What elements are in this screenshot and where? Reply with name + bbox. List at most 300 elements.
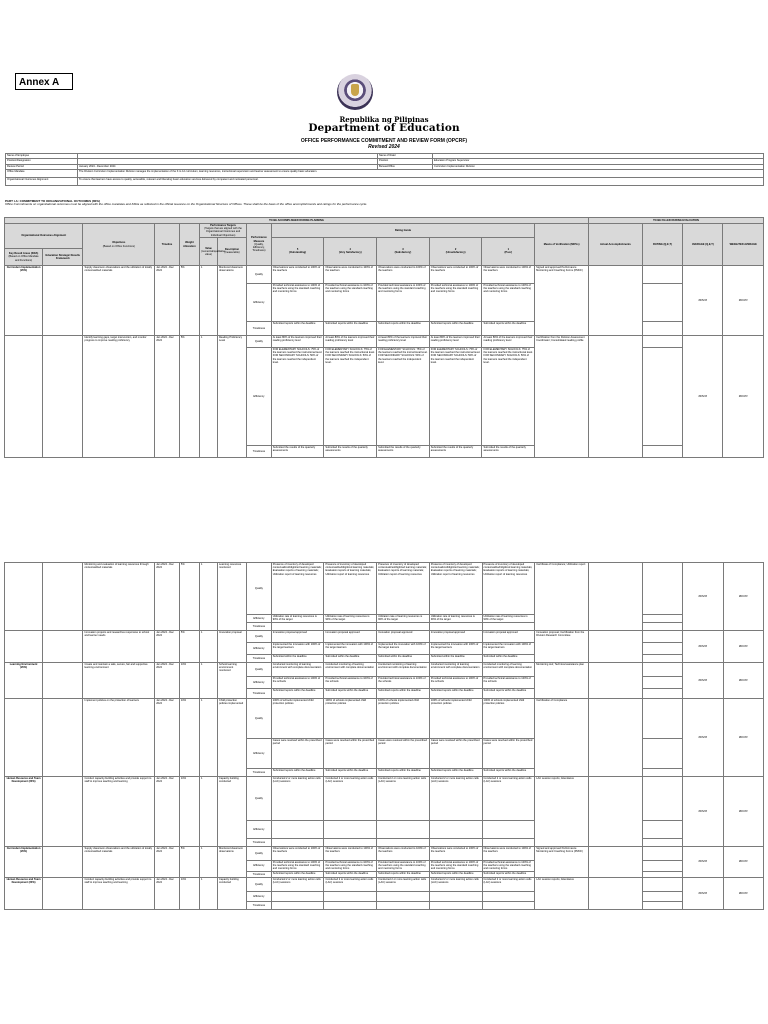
rating-guide-cell[interactable]: At least 80% of the learners improved their reading proficiency level	[324, 336, 377, 348]
rating-guide-cell[interactable]: Submitted reports within the deadline	[271, 871, 324, 877]
rating-cell[interactable]	[642, 839, 682, 847]
rating-guide-cell[interactable]: Presence of inventory of developed contextualized/digitized learning materials; Evaluation reports of learning materials; Utilization report of learning resources	[377, 563, 430, 615]
description-cell[interactable]: Learning resources monitored	[217, 563, 246, 631]
rating-guide-cell[interactable]	[271, 821, 324, 839]
info-label: Office Mandate	[6, 169, 78, 177]
rating-guide-cell[interactable]: Submitted reports within the deadline	[324, 322, 377, 336]
rating-cell[interactable]	[642, 677, 682, 689]
mov-cell[interactable]: LAC session reports; Attendance	[535, 777, 589, 847]
rating-cell[interactable]	[642, 446, 682, 458]
rating-cell[interactable]	[642, 689, 682, 699]
objective-cell[interactable]: Supply classroom observations and the utilization of locally contextualized materials	[83, 847, 155, 878]
rating-guide-cell[interactable]	[482, 901, 535, 909]
rating-guide-cell[interactable]	[377, 821, 430, 839]
rating-guide-cell[interactable]: Observations were conducted to 100% of the teachers	[429, 847, 482, 861]
description-cell[interactable]: Innovation proposal	[217, 631, 246, 663]
measure-header: Performance Measure (Quality, Efficiency, Timeliness)	[247, 224, 272, 266]
rating-guide-cell[interactable]	[377, 839, 430, 847]
rating-guide-cell[interactable]: Conducted 2 or more learning action cells (LAC) sessions	[429, 777, 482, 821]
objective-cell[interactable]: Conduct capacity-building activities and provide support to staff to improve teaching and learning	[83, 777, 155, 847]
rating-guide-cell[interactable]: At least 80% of the learners improved their reading proficiency level	[377, 336, 430, 348]
description-cell[interactable]: Capacity building conducted	[217, 777, 246, 847]
rating-guide-cell[interactable]: Provided technical assistance to 100% of the schools	[324, 677, 377, 689]
value-cell[interactable]: 1	[200, 777, 218, 847]
rating-cell[interactable]	[642, 348, 682, 446]
weight-cell[interactable]: 5%	[179, 266, 199, 336]
value-cell[interactable]: 1	[200, 266, 218, 336]
value-cell[interactable]: 1	[200, 663, 218, 699]
table-row	[5, 336, 764, 348]
rating-guide-cell[interactable]: FOR ELEMENTARY SCHOOLS: 75% of the learners reached the instructional level. FOR SECONDARY SCHOOLS: 50% of the learners reached the independent level.	[271, 348, 324, 446]
rating-guide-cell[interactable]: 100% of schools implemented child protection policies	[482, 699, 535, 739]
mov-header: Means of Verification (MOVs)	[535, 224, 589, 266]
rating-guide-cell[interactable]: Conducted monitoring of learning environment with complete documentation	[482, 663, 535, 677]
part-label: PART I-A: COMMITMENT TO ORGANIZATIONAL OUTCOMES (80%)	[5, 199, 100, 203]
rating-guide-cell[interactable]: Provided technical assistance to 100% of the schools	[271, 677, 324, 689]
rating-guide-cell[interactable]	[271, 891, 324, 901]
info-value[interactable]: The Division Curriculum Implementation Division manages the implementation of the K to 12 curriculum, learning resources, instructional supervision and learner assessment to ensure quality basic education.	[78, 169, 764, 177]
rating-cell[interactable]	[642, 901, 682, 909]
info-value[interactable]: To ensure that learners have access to quality, accessible, relevant and liberating basic education services delivered by competent and motivated personnel.	[78, 177, 764, 185]
opcrf-table-page-2	[4, 562, 764, 910]
table-row	[5, 877, 764, 891]
rating-guide-cell[interactable]: FOR ELEMENTARY SCHOOLS: 75% of the learners reached the instructional level. FOR SECONDARY SCHOOLS: 50% of the learners reached the independent level.	[429, 348, 482, 446]
measure-quality: Quality	[247, 563, 272, 615]
rating-guide-cell[interactable]: Provided technical assistance to 100% of the teachers using the standard coaching and mentoring forms	[324, 284, 377, 322]
measure-quality: Quality	[247, 663, 272, 677]
outcome-cell	[43, 847, 83, 878]
rating-cell[interactable]	[642, 663, 682, 677]
measure-timeliness: Timeliness	[247, 623, 272, 631]
rating-guide-cell[interactable]: Conducted 2 or more learning action cells (LAC) sessions	[482, 877, 535, 891]
info-value[interactable]: Education Program Supervisor	[433, 159, 764, 164]
rating-guide-cell[interactable]: 100% of schools implemented child protection policies	[324, 699, 377, 739]
mov-cell[interactable]: Certificate of Compliance; Utilization report	[535, 563, 589, 631]
rating-cell[interactable]	[642, 615, 682, 623]
rating-guide-cell[interactable]: Submitted the results of the quarterly assessments	[482, 446, 535, 458]
value-cell[interactable]: 1	[200, 877, 218, 909]
evaluation-band: TO BE FILLED DURING EVALUATION	[589, 218, 764, 224]
objective-cell[interactable]: Implement policies on the protection of learners	[83, 699, 155, 777]
rating-guide-cell[interactable]: Conducted monitoring of learning environment with complete documentation	[429, 663, 482, 677]
timeline-cell[interactable]: Jan 2024 - Dec 2024	[155, 777, 180, 847]
rating-guide-cell[interactable]: Observations were conducted to 100% of the teachers	[482, 266, 535, 284]
rating-cell[interactable]	[642, 739, 682, 769]
rating-cell[interactable]	[642, 266, 682, 284]
measure-efficiency: Efficiency	[247, 284, 272, 322]
rating-guide-cell[interactable]: Submitted reports within the deadline	[377, 769, 430, 777]
outcome-cell	[43, 631, 83, 663]
description-cell[interactable]: Reading Proficiency Level	[217, 336, 246, 458]
rating-cell[interactable]	[642, 643, 682, 655]
rating-guide-cell[interactable]: Submitted reports within the deadline	[429, 689, 482, 699]
rating-2-header: 2 (Unsatisfactory)	[429, 237, 482, 265]
rating-guide-cell[interactable]	[324, 839, 377, 847]
weighted-average-cell: #DIV/0!	[723, 699, 763, 777]
timeline-cell[interactable]: Jan 2024 - Dec 2024	[155, 847, 180, 878]
objectives-header: Objectives (Based on Office Functions)	[83, 224, 155, 266]
rating-guide-cell[interactable]: Observations were conducted to 100% of the teachers	[271, 266, 324, 284]
form-title: OFFICE PERFORMANCE COMMITMENT AND REVIEW FORM (OPCRF)	[300, 138, 468, 144]
rating-guide-cell[interactable]: Cases were resolved within the prescribed period	[429, 739, 482, 769]
weight-cell[interactable]: 5%	[179, 847, 199, 878]
info-value[interactable]: Curriculum Implementation Division	[433, 164, 764, 169]
rating-guide-cell[interactable]: Presence of inventory of developed contextualized/digitized learning materials; Evaluation reports of learning materials; Utilization report of learning resources	[429, 563, 482, 615]
rating-cell[interactable]	[642, 861, 682, 872]
rating-cell[interactable]	[642, 699, 682, 739]
actual-cell[interactable]	[589, 777, 643, 847]
weighted-average-cell: #DIV/0!	[723, 663, 763, 699]
rating-guide-cell[interactable]: 100% of schools implemented child protection policies	[377, 699, 430, 739]
alignment-header: Organizational Outcomes Alignment	[5, 224, 83, 249]
kra-cell: Human Resource and Team Development (20%)	[5, 877, 43, 909]
weighted-average-cell: #DIV/0!	[723, 336, 764, 458]
timeline-cell[interactable]: Jan 2024 - Dec 2024	[155, 336, 180, 458]
info-label: Position	[378, 159, 433, 164]
rating-guide-cell[interactable]: Presence of inventory of developed contextualized/digitized learning materials; Evaluation reports of learning materials; Utilization report of learning resources	[271, 563, 324, 615]
rating-guide-cell[interactable]	[482, 821, 535, 839]
rating-guide-cell[interactable]: Utilization rate of learning resources is 90% of the target	[271, 615, 324, 623]
actual-header: Actual Accomplishments	[589, 224, 643, 266]
rating-guide-cell[interactable]: Implemented the innovation with 100% of the target learners	[377, 643, 430, 655]
rating-guide-cell[interactable]: Cases were resolved within the prescribed period	[271, 739, 324, 769]
rating-cell[interactable]	[642, 769, 682, 777]
measure-efficiency: Efficiency	[247, 348, 272, 446]
rating-guide-cell[interactable]: Submitted reports within the deadline	[429, 871, 482, 877]
weighted-average-cell: #DIV/0!	[723, 266, 764, 336]
rating-guide-cell[interactable]: Submitted reports within the deadline	[324, 769, 377, 777]
rating-guide-cell[interactable]: Provided technical assistance to 100% of the teachers using the standard coaching and mentoring forms	[429, 284, 482, 322]
weight-cell[interactable]: 10%	[179, 663, 199, 699]
rating-guide-cell[interactable]	[482, 839, 535, 847]
rating-guide-cell[interactable]	[377, 901, 430, 909]
outcome-cell	[43, 663, 83, 699]
description-cell[interactable]: Monitored classroom observations	[217, 847, 246, 878]
actual-cell[interactable]	[589, 266, 643, 336]
rating-guide-cell[interactable]: Provided technical assistance to 100% of the teachers using the standard coaching and mentoring forms	[377, 284, 430, 322]
rating-cell[interactable]	[642, 821, 682, 839]
rating-guide-cell[interactable]: Cases were resolved within the prescribed period	[324, 739, 377, 769]
rating-guide-cell[interactable]: Conducted 2 or more learning action cells (LAC) sessions	[324, 877, 377, 891]
objective-cell[interactable]: Identify learning gaps, target intervention, and monitor progress to improve reading proficiency	[83, 336, 155, 458]
rating-guide-cell[interactable]: FOR ELEMENTARY SCHOOLS: 75% of the learners reached the instructional level. FOR SECONDARY SCHOOLS: 50% of the learners reached the independent level.	[324, 348, 377, 446]
rating-guide-cell[interactable]: Observations were conducted to 100% of the teachers	[377, 847, 430, 861]
weighted-header: WEIGHTED AVERAGE	[723, 224, 764, 266]
rating-guide-cell[interactable]	[271, 623, 324, 631]
rating-guide-cell[interactable]: Innovation proposal approved	[271, 631, 324, 643]
rating-guide-cell[interactable]: Conducted 2 or more learning action cells (LAC) sessions	[271, 777, 324, 821]
weight-cell[interactable]: 10%	[179, 777, 199, 847]
objective-cell[interactable]: Conduct capacity-building activities and provide support to staff to improve teaching and learning	[83, 877, 155, 909]
rating-cell[interactable]	[642, 631, 682, 643]
info-label: Bureau/Office	[378, 164, 433, 169]
rating-guide-cell[interactable]	[324, 821, 377, 839]
actual-cell[interactable]	[589, 847, 643, 878]
annex-label: Annex A	[15, 73, 73, 90]
actual-cell[interactable]	[589, 336, 643, 458]
rating-3-header: 3 (Satisfactory)	[377, 237, 430, 265]
actual-cell[interactable]	[589, 563, 643, 631]
rating-guide-cell[interactable]: Submitted within the deadline	[271, 655, 324, 663]
rating-guide-cell[interactable]: Conducted monitoring of learning environment with complete documentation	[271, 663, 324, 677]
rating-guide-cell[interactable]: Submitted within the deadline	[429, 655, 482, 663]
rating-guide-cell[interactable]: Implemented the innovation with 100% of the target learners	[324, 643, 377, 655]
rating-guide-cell[interactable]: Submitted reports within the deadline	[429, 769, 482, 777]
average-cell: #DIV/0!	[683, 663, 723, 699]
rating-cell[interactable]	[642, 322, 682, 336]
weight-header: Weight Allocation	[179, 224, 199, 266]
rating-guide-cell[interactable]	[324, 623, 377, 631]
rating-guide-cell[interactable]: Utilization rate of learning resources is 90% of the target	[482, 615, 535, 623]
rating-guide-cell[interactable]: Submitted reports within the deadline	[324, 871, 377, 877]
timeline-cell[interactable]: Jan 2024 - Dec 2024	[155, 631, 180, 663]
rating-guide-cell[interactable]	[324, 891, 377, 901]
rating-guide-cell[interactable]	[429, 623, 482, 631]
rating-cell[interactable]	[642, 877, 682, 891]
rating-guide-cell[interactable]: Provided technical assistance to 100% of the teachers using the standard coaching and mentoring forms	[271, 861, 324, 872]
mov-cell[interactable]: LAC session reports; Attendance	[535, 877, 589, 909]
table-row	[5, 777, 764, 821]
rating-guide-cell[interactable]: Submitted reports within the deadline	[271, 769, 324, 777]
rating-guide-cell[interactable]: Submitted the results of the quarterly assessments	[324, 446, 377, 458]
mov-cell[interactable]: Signed and approved Performance Monitoring and Coaching Forms (PMCF)	[535, 847, 589, 878]
rating-guide-cell[interactable]	[429, 839, 482, 847]
rating-guide-cell[interactable]: Provided technical assistance to 100% of the teachers using the standard coaching and mentoring forms	[429, 861, 482, 872]
measure-efficiency: Efficiency	[247, 677, 272, 689]
mov-cell[interactable]: Innovation proposal; Certification from the Division Research Committee	[535, 631, 589, 663]
rating-guide-cell[interactable]: Submitted reports within the deadline	[429, 322, 482, 336]
mov-cell[interactable]: Signed and approved Performance Monitoring and Coaching Forms (PMCF)	[535, 266, 589, 336]
rating-guide-cell[interactable]: Submitted within the deadline	[482, 655, 535, 663]
rating-guide-cell[interactable]: Innovation proposal approved	[429, 631, 482, 643]
rating-guide-cell[interactable]	[482, 623, 535, 631]
mov-cell[interactable]: Monitoring tool; Technical assistance plan	[535, 663, 589, 699]
rating-guide-cell[interactable]: Conducted 2 or more learning action cells (LAC) sessions	[271, 877, 324, 891]
rating-guide-cell[interactable]: Conducted 2 or more learning action cells (LAC) sessions	[429, 877, 482, 891]
rating-guide-cell[interactable]: Provided technical assistance to 100% of the teachers using the standard coaching and mentoring forms	[377, 861, 430, 872]
rating-guide-cell[interactable]: Submitted reports within the deadline	[482, 689, 535, 699]
rating-guide-cell[interactable]: Submitted reports within the deadline	[324, 689, 377, 699]
measure-efficiency: Efficiency	[247, 615, 272, 623]
rating-guide-cell[interactable]: Submitted the results of the quarterly assessments	[377, 446, 430, 458]
timeline-cell[interactable]: Jan 2024 - Dec 2024	[155, 563, 180, 631]
table-row	[5, 847, 764, 861]
rating-guide-cell[interactable]: Provided technical assistance to 100% of the teachers using the standard coaching and mentoring forms	[482, 861, 535, 872]
average-cell: #DIV/0!	[683, 699, 723, 777]
rating-guide-cell[interactable]: Conducted 2 or more learning action cells (LAC) sessions	[324, 777, 377, 821]
rating-guide-cell[interactable]: Observations were conducted to 100% of the teachers	[482, 847, 535, 861]
value-cell[interactable]: 1	[200, 631, 218, 663]
outcome-cell	[43, 336, 83, 458]
rating-guide-cell[interactable]: Utilization rate of learning resources is 90% of the target	[429, 615, 482, 623]
timeline-cell[interactable]: Jan 2024 - Dec 2024	[155, 663, 180, 699]
value-cell[interactable]: 1	[200, 699, 218, 777]
objective-cell[interactable]: Innovation projects and researches responsive to school and learner needs	[83, 631, 155, 663]
rating-guide-cell[interactable]: At least 80% of the learners improved their reading proficiency level	[429, 336, 482, 348]
objective-cell[interactable]: Monitoring and evaluation of learning resources through contextualized materials	[83, 563, 155, 631]
info-label: Review Period	[6, 164, 78, 169]
rating-guide-cell[interactable]: Cases were resolved within the prescribed period	[377, 739, 430, 769]
rating-guide-cell[interactable]: Innovation proposal approved	[324, 631, 377, 643]
table-row	[5, 631, 764, 643]
kra-cell: Human Resource and Team Development (20%)	[5, 777, 43, 847]
rating-guide-cell[interactable]: At least 80% of the learners improved their reading proficiency level	[271, 336, 324, 348]
value-cell[interactable]: 1	[200, 336, 218, 458]
rating-cell[interactable]	[642, 655, 682, 663]
timeline-cell[interactable]: Jan 2024 - Dec 2024	[155, 266, 180, 336]
description-cell[interactable]: School learning environment monitored	[217, 663, 246, 699]
rating-guide-cell[interactable]: Innovation proposal approved	[482, 631, 535, 643]
outcome-header: Education Strategic Results Framework	[43, 249, 83, 266]
table-row	[5, 266, 764, 284]
rating-guide-cell[interactable]: Submitted reports within the deadline	[377, 689, 430, 699]
rating-guide-cell[interactable]: Conducted monitoring of learning environment with complete documentation	[324, 663, 377, 677]
rating-guide-cell[interactable]: Implemented the innovation with 100% of the target learners	[429, 643, 482, 655]
actual-cell[interactable]	[589, 663, 643, 699]
rating-guide-cell[interactable]: Implemented the innovation with 100% of the target learners	[271, 643, 324, 655]
weight-cell[interactable]: 5%	[179, 336, 199, 458]
opcrf-table-page-1	[4, 217, 764, 458]
rating-5-header: 5 (Outstanding)	[271, 237, 324, 265]
rating-guide-cell[interactable]: FOR ELEMENTARY SCHOOLS: 75% of the learners reached the instructional level. FOR SECONDARY SCHOOLS: 50% of the learners reached the independent level.	[482, 348, 535, 446]
rating-4-header: 4 (Very Satisfactory)	[324, 237, 377, 265]
rating-guide-cell[interactable]	[271, 839, 324, 847]
rating-cell[interactable]	[642, 284, 682, 322]
weight-cell[interactable]: 10%	[179, 877, 199, 909]
rating-guide-cell[interactable]: Provided technical assistance to 100% of the schools	[377, 677, 430, 689]
rating-guide-cell[interactable]	[482, 891, 535, 901]
rating-guide-cell[interactable]: Conducted 2 or more learning action cells (LAC) sessions	[377, 777, 430, 821]
rating-guide-cell[interactable]: Submitted within the deadline	[377, 655, 430, 663]
weight-cell[interactable]: 5%	[179, 563, 199, 631]
rating-guide-cell[interactable]	[271, 901, 324, 909]
actual-cell[interactable]	[589, 877, 643, 909]
description-cell[interactable]: Child protection policies implemented	[217, 699, 246, 777]
rating-guide-cell[interactable]: At least 80% of the learners improved their reading proficiency level	[482, 336, 535, 348]
rating-guide-cell[interactable]: Submitted reports within the deadline	[271, 322, 324, 336]
rating-guide-cell[interactable]: Presence of inventory of developed contextualized/digitized learning materials; Evaluation reports of learning materials; Utilization report of learning resources	[324, 563, 377, 615]
rating-cell[interactable]	[642, 847, 682, 861]
rating-guide-cell[interactable]: Provided technical assistance to 100% of the teachers using the standard coaching and mentoring forms	[271, 284, 324, 322]
rating-guide-cell[interactable]: 100% of schools implemented child protection policies	[271, 699, 324, 739]
kra-header: Key Result Areas (KRA) (Based on Office Mandate and Functions)	[5, 249, 43, 266]
info-label: Name of Rater	[378, 154, 433, 159]
rating-guide-cell[interactable]: Submitted reports within the deadline	[482, 769, 535, 777]
targets-header: Performance Targets (Targets that are aligned with the Organizational Outcomes and Individual Objectives)	[200, 224, 247, 238]
part-instructions: Office Commitments on organizational outcomes must be aligned with the office mandates and KRAs as reflected in the official issuance on the Organizational Structure of Offices. These shall be the basis of the office accomplishments and ratings for the performance cycle.	[5, 202, 368, 207]
measure-quality: Quality	[247, 777, 272, 821]
actual-cell[interactable]	[589, 699, 643, 777]
rating-guide-cell[interactable]	[429, 891, 482, 901]
value-cell[interactable]: 1	[200, 563, 218, 631]
rating-guide-cell[interactable]: Submitted reports within the deadline	[377, 322, 430, 336]
rating-guide-cell[interactable]: FOR ELEMENTARY SCHOOLS: 75% of the learners reached the instructional level. FOR SECONDARY SCHOOLS: 50% of the learners reached the independent level.	[377, 348, 430, 446]
weight-cell[interactable]: 10%	[179, 699, 199, 777]
rating-guide-cell[interactable]	[377, 891, 430, 901]
rating-guide-cell[interactable]: Presence of inventory of developed contextualized/digitized learning materials; Evaluation reports of learning materials; Utilization report of learning resources	[482, 563, 535, 615]
value-cell[interactable]: 1	[200, 847, 218, 878]
average-cell: #DIV/0!	[683, 877, 723, 909]
rating-guide-cell[interactable]: Submitted reports within the deadline	[377, 871, 430, 877]
timeline-cell[interactable]: Jan 2024 - Dec 2024	[155, 699, 180, 777]
rating-guide-cell[interactable]: Provided technical assistance to 100% of the schools	[482, 677, 535, 689]
rating-guide-cell[interactable]: Observations were conducted to 100% of the teachers	[429, 266, 482, 284]
rating-guide-cell[interactable]: Observations were conducted to 100% of the teachers	[271, 847, 324, 861]
rating-guide-cell[interactable]: Implemented the innovation with 100% of the target learners	[482, 643, 535, 655]
rating-guide-cell[interactable]	[324, 901, 377, 909]
rating-guide-cell[interactable]: Conducted monitoring of learning environment with complete documentation	[377, 663, 430, 677]
weighted-average-cell: #DIV/0!	[723, 631, 763, 663]
rating-guide-cell[interactable]: Submitted the results of the quarterly assessments	[271, 446, 324, 458]
rating-guide-cell[interactable]: 100% of schools implemented child protection policies	[429, 699, 482, 739]
rating-guide-cell[interactable]: Conducted 2 or more learning action cells (LAC) sessions	[377, 877, 430, 891]
measure-timeliness: Timeliness	[247, 839, 272, 847]
measure-timeliness: Timeliness	[247, 901, 272, 909]
outcome-cell	[43, 877, 83, 909]
measure-timeliness: Timeliness	[247, 871, 272, 877]
kra-cell	[5, 699, 43, 777]
kra-cell	[5, 336, 43, 458]
rating-guide-cell[interactable]: Observations were conducted to 100% of the teachers	[324, 847, 377, 861]
actual-cell[interactable]	[589, 631, 643, 663]
weight-cell[interactable]: 5%	[179, 631, 199, 663]
kra-cell	[5, 631, 43, 663]
rating-guide-cell[interactable]: Conducted 2 or more learning action cells (LAC) sessions	[482, 777, 535, 821]
rating-guide-cell[interactable]: Utilization rate of learning resources is 90% of the target	[324, 615, 377, 623]
rating-guide-cell[interactable]	[429, 901, 482, 909]
rating-guide-cell[interactable]	[429, 821, 482, 839]
rating-guide-cell[interactable]: Submitted reports within the deadline	[482, 871, 535, 877]
outcome-cell	[43, 563, 83, 631]
rating-guide-cell[interactable]: Observations were conducted to 100% of the teachers	[377, 266, 430, 284]
mov-cell[interactable]: Certification of Compliance	[535, 699, 589, 777]
rating-guide-cell[interactable]: Provided technical assistance to 100% of the teachers using the standard coaching and mentoring forms	[324, 861, 377, 872]
rating-1-header: 1 (Poor)	[482, 237, 535, 265]
rating-cell[interactable]	[642, 623, 682, 631]
kra-cell: Curriculum Implementation (20%)	[5, 847, 43, 878]
rating-guide-cell[interactable]: Submitted the results of the quarterly assessments	[429, 446, 482, 458]
info-label: Position/Designation	[6, 159, 78, 164]
description-cell[interactable]: Capacity building conducted	[217, 877, 246, 909]
timeline-cell[interactable]: Jan 2024 - Dec 2024	[155, 877, 180, 909]
measure-timeliness: Timeliness	[247, 655, 272, 663]
rating-cell[interactable]	[642, 336, 682, 348]
objective-cell[interactable]: Supply classroom observations and the utilization of locally contextualized materials	[83, 266, 155, 336]
rating-guide-cell[interactable]: Cases were resolved within the prescribed period	[482, 739, 535, 769]
info-value[interactable]: January 2024 - December 2024	[78, 164, 378, 169]
department-title: Department of Education	[308, 122, 460, 134]
rating-guide-cell[interactable]: Innovation proposal approved	[377, 631, 430, 643]
weighted-average-cell: #DIV/0!	[723, 777, 763, 847]
rating-guide-cell[interactable]: Submitted reports within the deadline	[271, 689, 324, 699]
rating-cell[interactable]	[642, 891, 682, 901]
outcome-cell	[43, 266, 83, 336]
rating-guide-cell[interactable]: Submitted within the deadline	[324, 655, 377, 663]
mov-cell[interactable]: Certification from the Division Assessment Coordinator; Consolidated reading profile	[535, 336, 589, 458]
description-cell[interactable]: Monitored classroom observations	[217, 266, 246, 336]
info-row	[6, 169, 764, 177]
rating-guide-cell[interactable]: Provided technical assistance to 100% of the teachers using the standard coaching and mentoring forms	[482, 284, 535, 322]
average-cell: #DIV/0!	[683, 336, 723, 458]
rating-cell[interactable]	[642, 777, 682, 821]
objective-cell[interactable]: Create and maintain a safe, secure, fair and supportive learning environment	[83, 663, 155, 699]
rating-guide-cell[interactable]: Observations were conducted to 100% of the teachers	[324, 266, 377, 284]
rating-guide-cell[interactable]	[377, 623, 430, 631]
rating-guide-cell[interactable]: Submitted reports within the deadline	[482, 322, 535, 336]
rating-guide-cell[interactable]: Provided technical assistance to 100% of the schools	[429, 677, 482, 689]
rating-cell[interactable]	[642, 563, 682, 615]
rating-guide-cell[interactable]: Utilization rate of learning resources is 90% of the target	[377, 615, 430, 623]
